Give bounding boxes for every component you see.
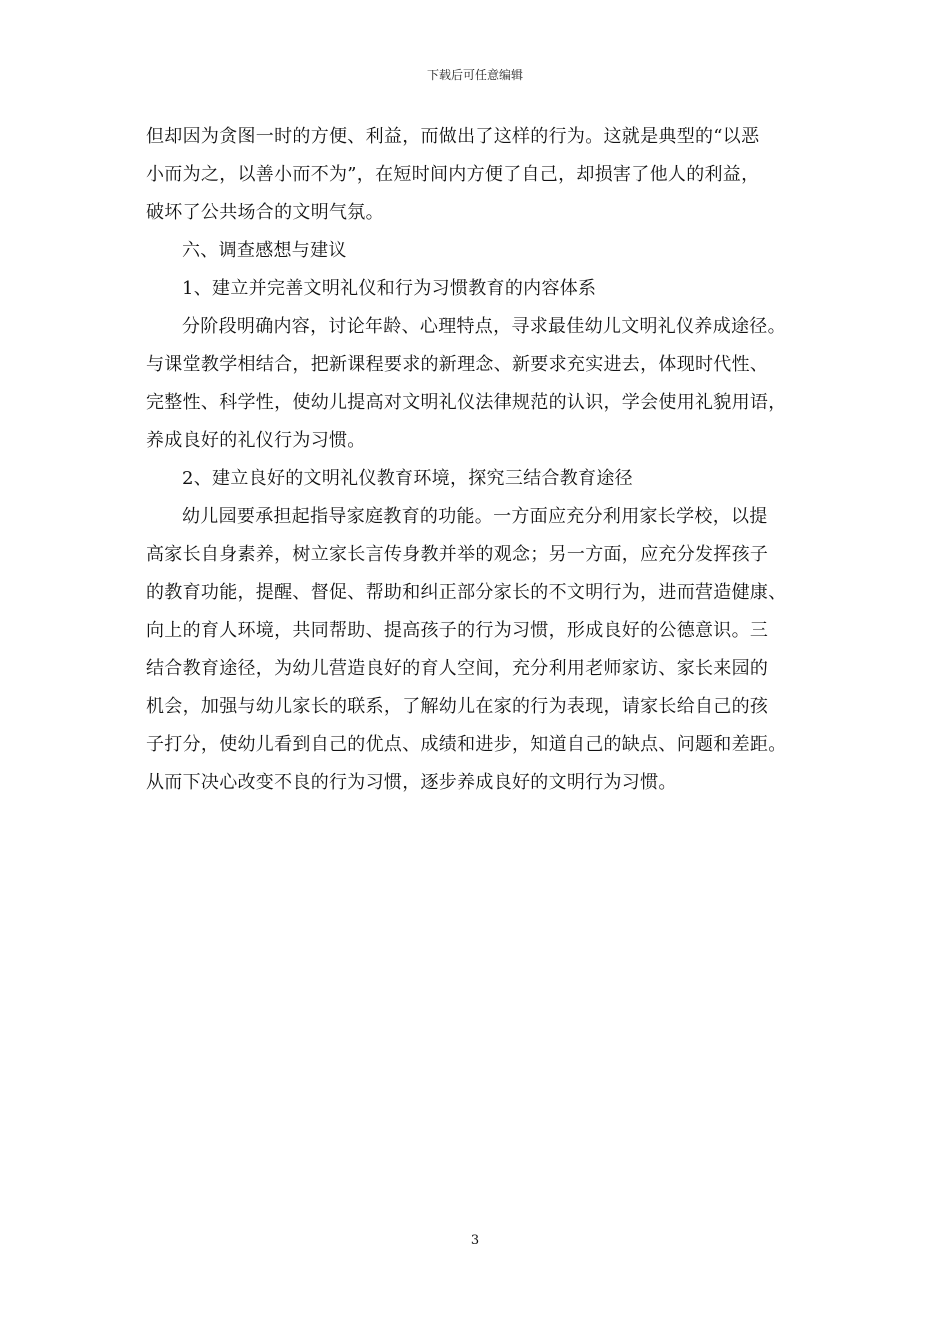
paragraph-line: 的教育功能，提醒、督促、帮助和纠正部分家长的不文明行为，进而营造健康、 — [146, 582, 787, 603]
paragraph-line: 与课堂教学相结合，把新课程要求的新理念、新要求充实进去，体现时代性、 — [146, 354, 769, 375]
paragraph-line: 养成良好的礼仪行为习惯。 — [146, 430, 366, 451]
page-header: 下载后可任意编辑 — [426, 68, 523, 82]
paragraph-line: 向上的育人环境，共同帮助、提高孩子的行为习惯，形成良好的公德意识。三 — [146, 620, 769, 641]
paragraph-line: 机会，加强与幼儿家长的联系，了解幼儿在家的行为表现，请家长给自己的孩 — [146, 696, 769, 717]
document-body — [146, 118, 806, 802]
section-heading: 六、调查感想与建议 — [182, 240, 347, 261]
paragraph-line: 子打分，使幼儿看到自己的优点、成绩和进步，知道自己的缺点、问题和差距。 — [146, 734, 787, 755]
paragraph-line: 但却因为贪图一时的方便、利益，而做出了这样的行为。这就是典型的“以恶 — [146, 126, 760, 147]
subsection-heading: 1、建立并完善文明礼仪和行为习惯教育的内容体系 — [182, 278, 597, 299]
paragraph-line: 结合教育途径，为幼儿营造良好的育人空间，充分利用老师家访、家长来园的 — [146, 658, 769, 679]
page-number: 3 — [470, 1233, 480, 1248]
paragraph-line: 从而下决心改变不良的行为习惯，逐步养成良好的文明行为习惯。 — [146, 772, 677, 793]
paragraph-line: 高家长自身素养，树立家长言传身教并举的观念；另一方面，应充分发挥孩子 — [146, 544, 769, 565]
paragraph-line: 破坏了公共场合的文明气氛。 — [146, 202, 384, 223]
paragraph-line: 分阶段明确内容，讨论年龄、心理特点，寻求最佳幼儿文明礼仪养成途径。 — [182, 316, 786, 337]
paragraph-line: 完整性、科学性，使幼儿提高对文明礼仪法律规范的认识，学会使用礼貌用语， — [146, 392, 787, 413]
subsection-heading: 2、建立良好的文明礼仪教育环境，探究三结合教育途径 — [182, 468, 633, 489]
paragraph-line: 小而为之，以善小而不为”，在短时间内方便了自己，却损害了他人的利益， — [146, 164, 760, 185]
paragraph-line: 幼儿园要承担起指导家庭教育的功能。一方面应充分利用家长学校，以提 — [182, 506, 768, 527]
